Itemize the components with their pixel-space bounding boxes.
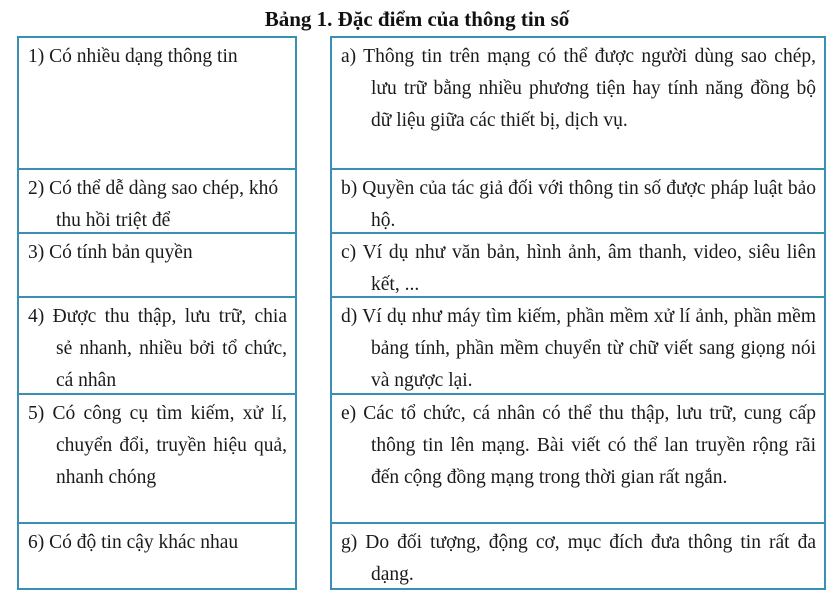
description-text-d: d) Ví dụ như máy tìm kiếm, phần mềm xử lí ảnh, phần mềm bảng tính, phần mềm chuyển từ chữ viết sang giọng nói và ngược lại. bbox=[341, 306, 816, 391]
characteristic-text-3: 3) Có tính bản quyền bbox=[28, 242, 193, 263]
description-cell-c bbox=[330, 232, 826, 298]
description-cell-a bbox=[330, 36, 826, 170]
description-cell-b bbox=[330, 168, 826, 234]
characteristics-column bbox=[17, 36, 297, 588]
description-text-b: b) Quyền của tác giả đối với thông tin số được pháp luật bảo hộ. bbox=[341, 178, 816, 231]
characteristic-text-1: 1) Có nhiều dạng thông tin bbox=[28, 46, 238, 67]
description-cell-e bbox=[330, 393, 826, 524]
description-cell-g bbox=[330, 522, 826, 590]
description-text-g: g) Do đối tượng, động cơ, mục đích đưa thông tin rất đa dạng. bbox=[341, 532, 816, 585]
characteristic-cell-3 bbox=[17, 232, 297, 298]
descriptions-column bbox=[330, 36, 826, 588]
characteristic-text-4: 4) Được thu thập, lưu trữ, chia sẻ nhanh, nhiều bởi tổ chức, cá nhân bbox=[28, 306, 287, 391]
table-title: Bảng 1. Đặc điểm của thông tin số bbox=[264, 7, 570, 31]
characteristic-text-6: 6) Có độ tin cậy khác nhau bbox=[28, 532, 239, 553]
characteristic-cell-5 bbox=[17, 393, 297, 524]
description-text-e: e) Các tổ chức, cá nhân có thể thu thập, lưu trữ, cung cấp thông tin lên mạng. Bài viết có thể lan truyền rộng rãi đến cộng đồng mạng trong thời gian rất ngắn. bbox=[341, 403, 816, 488]
description-text-c: c) Ví dụ như văn bản, hình ảnh, âm thanh, video, siêu liên kết, ... bbox=[341, 242, 816, 295]
description-text-a: a) Thông tin trên mạng có thể được người dùng sao chép, lưu trữ bằng nhiều phương tiện hay tính năng đồng bộ dữ liệu giữa các thiết bị, dịch vụ. bbox=[341, 46, 816, 131]
characteristic-cell-4 bbox=[17, 296, 297, 395]
characteristic-cell-6 bbox=[17, 522, 297, 590]
characteristic-text-5: 5) Có công cụ tìm kiếm, xử lí, chuyển đổi, truyền hiệu quả, nhanh chóng bbox=[28, 403, 287, 488]
description-cell-d bbox=[330, 296, 826, 395]
characteristic-cell-2 bbox=[17, 168, 297, 234]
characteristic-text-2: 2) Có thể dễ dàng sao chép, khó thu hồi triệt để bbox=[28, 178, 279, 231]
characteristic-cell-1 bbox=[17, 36, 297, 170]
